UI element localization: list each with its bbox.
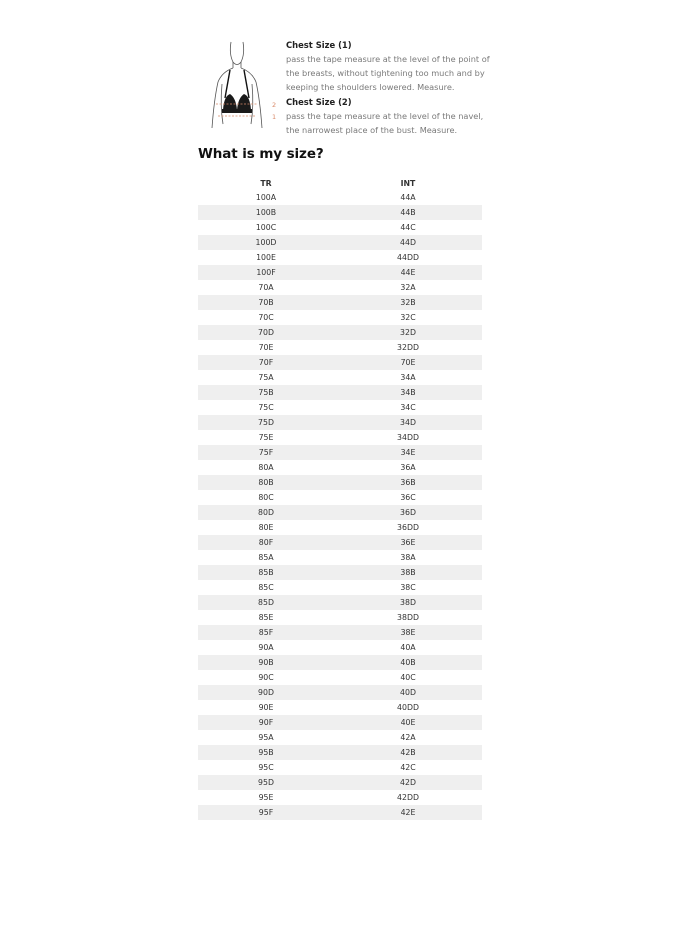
table-row: [198, 250, 482, 265]
table-row: [198, 640, 482, 655]
tr-size-cell: 80F: [198, 535, 334, 550]
int-size-cell: 36E: [334, 535, 482, 550]
tr-size-cell: 75F: [198, 445, 334, 460]
table-row: [198, 325, 482, 340]
int-size-cell: 40DD: [397, 703, 419, 712]
table-row: [198, 715, 482, 730]
tr-size-cell: 70E: [258, 343, 274, 352]
tr-size-cell: 75D: [198, 415, 334, 430]
tr-size-cell: 95E: [258, 793, 274, 802]
int-size-cell: 36DD: [397, 523, 419, 532]
int-size-cell: 34E: [334, 445, 482, 460]
tr-size-cell: 85A: [258, 553, 274, 562]
page-title: What is my size?: [198, 146, 324, 162]
chest-size-2-description: pass the tape measure at the level of the navel, the narrowest place of the bust. Measure.: [286, 111, 484, 135]
table-row: [198, 610, 482, 625]
int-size-cell: 36A: [400, 463, 416, 472]
tr-size-cell: 75C: [258, 403, 274, 412]
int-size-cell: 34D: [334, 415, 482, 430]
table-row: [198, 490, 482, 505]
int-size-cell: 42B: [334, 745, 482, 760]
tr-size-cell: 85D: [198, 595, 334, 610]
tr-size-cell: 70A: [258, 283, 274, 292]
chest-size-2-title: Chest Size (2): [286, 97, 352, 107]
mannequin-icon: [206, 40, 280, 132]
table-row: [198, 775, 482, 790]
int-size-cell: 42A: [400, 733, 416, 742]
table-row: [198, 370, 482, 385]
int-size-cell: 32A: [400, 283, 416, 292]
table-row: [198, 580, 482, 595]
int-size-cell: 36C: [400, 493, 416, 502]
int-size-cell: 44C: [400, 223, 416, 232]
int-size-cell: 36B: [334, 475, 482, 490]
int-size-cell: 34A: [400, 373, 416, 382]
tr-size-cell: 75A: [258, 373, 274, 382]
table-row: [198, 625, 482, 640]
int-size-cell: 38B: [334, 565, 482, 580]
tr-size-cell: 100B: [198, 205, 334, 220]
int-size-cell: 44B: [334, 205, 482, 220]
chest-size-2-block: [286, 95, 496, 137]
table-row: [198, 415, 482, 430]
int-size-cell: 32D: [334, 325, 482, 340]
int-size-cell: 32DD: [397, 343, 419, 352]
table-row: [198, 460, 482, 475]
tr-size-cell: 75B: [198, 385, 334, 400]
int-size-cell: 38C: [400, 583, 416, 592]
table-row: [198, 670, 482, 685]
tr-size-cell: 80C: [258, 493, 274, 502]
tr-size-cell: 85C: [258, 583, 274, 592]
table-row: [198, 550, 482, 565]
table-row: [198, 700, 482, 715]
int-size-cell: 34B: [334, 385, 482, 400]
tr-size-cell: 90A: [258, 643, 274, 652]
int-size-cell: 32B: [334, 295, 482, 310]
table-row: [198, 235, 482, 250]
table-row: [198, 805, 482, 820]
table-row: [198, 340, 482, 355]
tr-size-cell: 80E: [258, 523, 274, 532]
table-row: [198, 445, 482, 460]
int-size-cell: 38DD: [397, 613, 419, 622]
int-size-cell: 44E: [334, 265, 482, 280]
int-size-cell: 40A: [400, 643, 416, 652]
table-row: [198, 430, 482, 445]
int-size-cell: 32C: [400, 313, 416, 322]
int-size-cell: 70E: [334, 355, 482, 370]
table-row: [198, 685, 482, 700]
int-size-cell: 44A: [400, 193, 416, 202]
tr-size-cell: 70B: [198, 295, 334, 310]
table-row: [198, 745, 482, 760]
table-row: [198, 190, 482, 205]
table-row: [198, 205, 482, 220]
int-size-cell: 42D: [334, 775, 482, 790]
int-size-cell: 34C: [400, 403, 416, 412]
tr-size-cell: 100A: [255, 193, 277, 202]
tr-size-cell: 75E: [258, 433, 274, 442]
int-size-cell: 40E: [334, 715, 482, 730]
table-row: [198, 595, 482, 610]
tr-size-cell: 80B: [198, 475, 334, 490]
table-row: [198, 400, 482, 415]
bust-measurement-illustration: [206, 40, 280, 132]
table-row: [198, 355, 482, 370]
int-size-cell: 42DD: [397, 793, 419, 802]
tr-size-cell: 90F: [198, 715, 334, 730]
tr-size-cell: 85F: [198, 625, 334, 640]
int-size-cell: 40D: [334, 685, 482, 700]
int-size-cell: 44D: [334, 235, 482, 250]
measure-label-2: 2: [272, 101, 277, 109]
tr-size-cell: 95D: [198, 775, 334, 790]
tr-size-cell: 90E: [258, 703, 274, 712]
table-row: [198, 475, 482, 490]
tr-size-cell: 80A: [258, 463, 274, 472]
table-row: [198, 790, 482, 805]
int-size-cell: 34DD: [397, 433, 419, 442]
int-size-cell: 38A: [400, 553, 416, 562]
measure-label-1: 1: [272, 113, 277, 121]
column-header-int: INT: [400, 178, 416, 188]
tr-size-cell: 85E: [258, 613, 274, 622]
tr-size-cell: 85B: [198, 565, 334, 580]
table-row: [198, 280, 482, 295]
int-size-cell: 40C: [400, 673, 416, 682]
table-row: [198, 520, 482, 535]
table-row: [198, 505, 482, 520]
chest-size-1-title: Chest Size (1): [286, 40, 352, 50]
chest-size-1-block: [286, 38, 496, 94]
int-size-cell: 36D: [334, 505, 482, 520]
int-size-cell: 40B: [334, 655, 482, 670]
tr-size-cell: 70C: [258, 313, 274, 322]
table-row: [198, 760, 482, 775]
table-row: [198, 265, 482, 280]
tr-size-cell: 100E: [256, 253, 276, 262]
table-row: [198, 220, 482, 235]
tr-size-cell: 100F: [198, 265, 334, 280]
table-row: [198, 385, 482, 400]
tr-size-cell: 80D: [198, 505, 334, 520]
tr-size-cell: 90B: [198, 655, 334, 670]
tr-size-cell: 100C: [255, 223, 277, 232]
int-size-cell: 38E: [334, 625, 482, 640]
table-header-row: [198, 176, 482, 190]
int-size-cell: 38D: [334, 595, 482, 610]
chest-size-1-description: pass the tape measure at the level of the point of the breasts, without tightening too much and by keeping the shoulders lowered. Measure.: [286, 54, 490, 92]
tr-size-cell: 70F: [198, 355, 334, 370]
table-row: [198, 310, 482, 325]
size-conversion-table: [198, 176, 482, 820]
tr-size-cell: 70D: [198, 325, 334, 340]
table-row: [198, 295, 482, 310]
table-row: [198, 535, 482, 550]
tr-size-cell: 95C: [258, 763, 274, 772]
int-size-cell: 42E: [334, 805, 482, 820]
column-header-tr: TR: [260, 178, 272, 188]
table-row: [198, 565, 482, 580]
tr-size-cell: 95B: [198, 745, 334, 760]
tr-size-cell: 100D: [198, 235, 334, 250]
int-size-cell: 44DD: [397, 253, 419, 262]
tr-size-cell: 90C: [258, 673, 274, 682]
table-row: [198, 730, 482, 745]
int-size-cell: 42C: [400, 763, 416, 772]
table-body: [198, 190, 482, 820]
tr-size-cell: 95A: [258, 733, 274, 742]
tr-size-cell: 95F: [198, 805, 334, 820]
table-row: [198, 655, 482, 670]
tr-size-cell: 90D: [198, 685, 334, 700]
